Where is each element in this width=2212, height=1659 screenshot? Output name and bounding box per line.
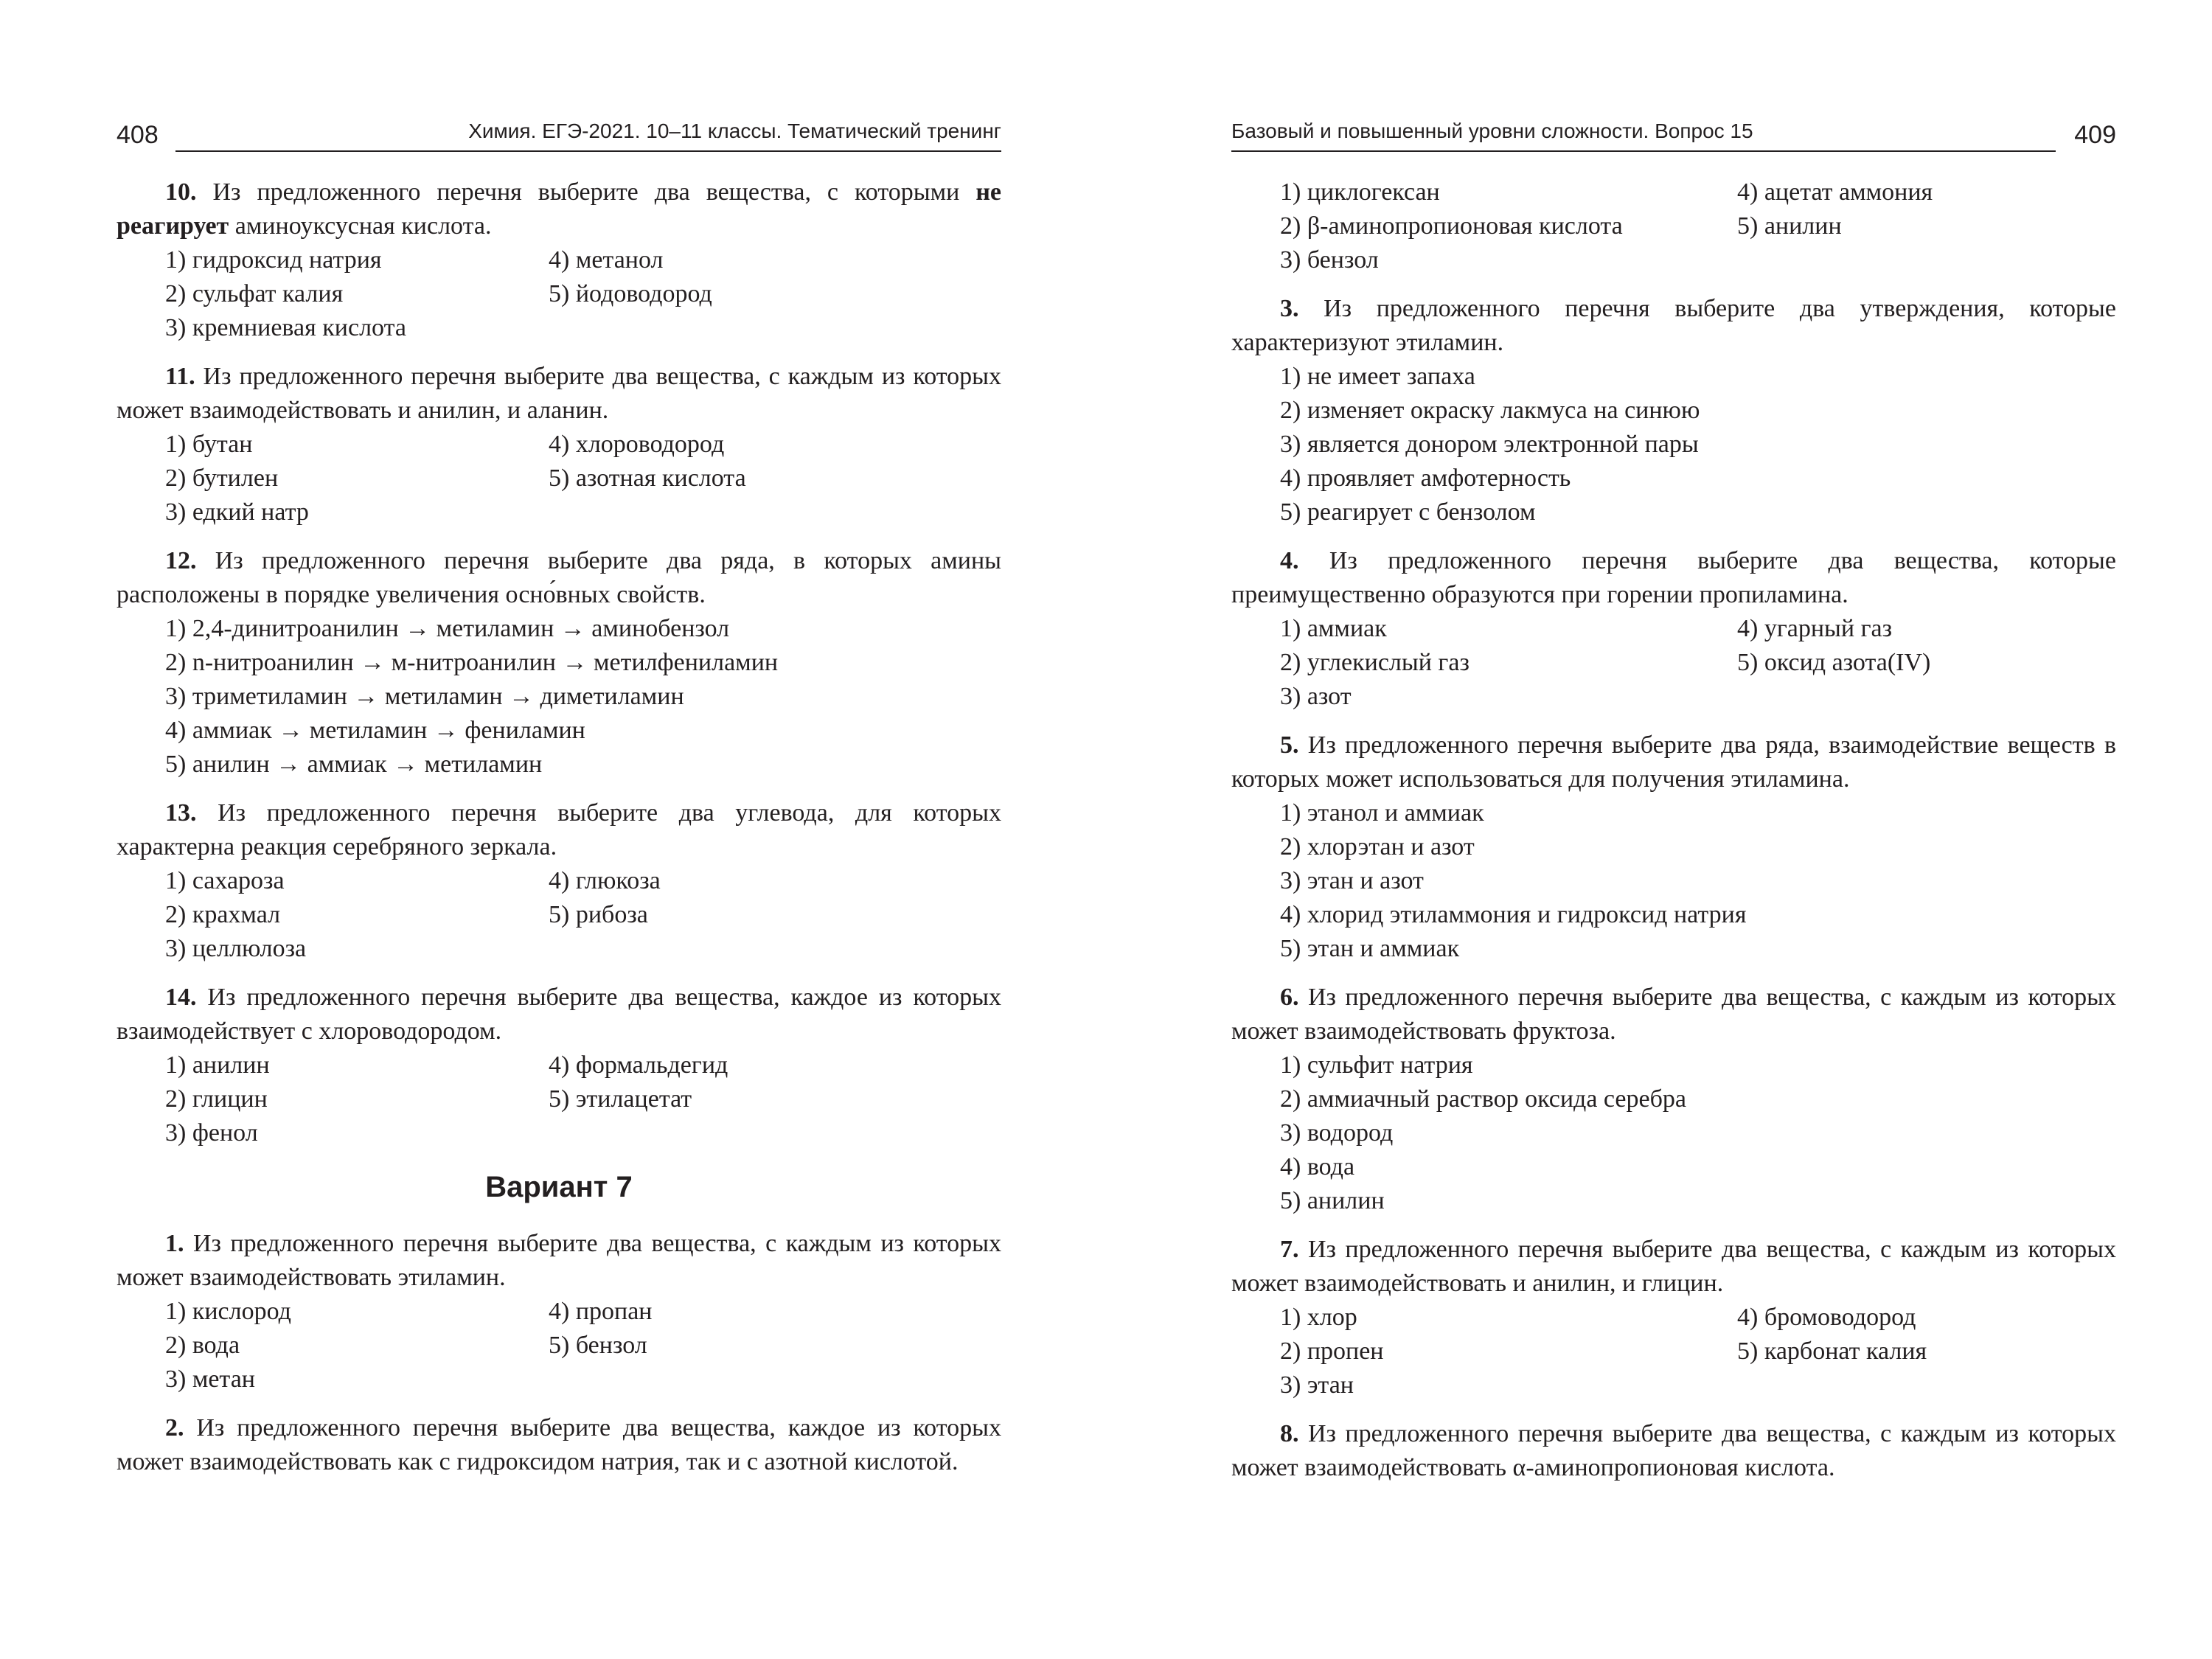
question-text: Из предложенного перечня выберите два вещества, с каждым из которых может взаимодействовать и анилин, и аланин.	[116, 363, 1001, 424]
question-12	[116, 544, 1001, 782]
answer-option: 2) β-аминопропионовая кислота	[1280, 212, 1623, 240]
answer-option: 3) кремниевая кислота	[165, 314, 406, 341]
answer-options	[116, 864, 1001, 966]
answer-option: 5) оксид азота(IV)	[1737, 649, 1931, 676]
answer-option: 2) сульфат калия	[165, 280, 344, 307]
answer-option: 2) глицин	[165, 1085, 268, 1113]
question-text: Из предложенного перечня выберите два вещества, которые преимущественно образуются при горении пропиламина.	[1231, 547, 2116, 608]
answer-option: 5) азотная кислота	[549, 465, 746, 492]
answer-options	[116, 243, 1001, 345]
question-14	[116, 981, 1001, 1150]
answer-option: 2) углекислый газ	[1280, 649, 1470, 676]
answer-option: 5) анилин → аммиак → метиламин	[165, 751, 543, 778]
answer-option: 5) бензол	[549, 1332, 647, 1359]
answer-options	[116, 612, 1001, 782]
variant-question-2	[116, 1411, 1001, 1479]
question-4	[1231, 544, 2116, 714]
answer-option: 3) едкий натр	[165, 498, 309, 526]
answer-option: 3) бензол	[1280, 246, 1379, 274]
answer-option: 5) анилин	[1280, 1187, 1385, 1214]
answer-options	[116, 428, 1001, 529]
answer-option: 5) реагирует с бензолом	[1280, 498, 1536, 526]
question-number: 1.	[165, 1230, 184, 1257]
question-text: Из предложенного перечня выберите два утверждения, которые характеризуют этиламин.	[1231, 295, 2116, 356]
answer-options	[1231, 1048, 2116, 1218]
question-6	[1231, 981, 2116, 1218]
question-3	[1231, 292, 2116, 529]
variant-question-1	[116, 1227, 1001, 1397]
question-text: аминоуксусная кислота.	[229, 212, 492, 240]
question-text: Из предложенного перечня выберите два углевода, для которых характерна реакция серебряного зеркала.	[116, 799, 1001, 860]
answer-options	[1231, 1301, 2116, 1402]
running-title: Базовый и повышенный уровни сложности. Вопрос 15	[1231, 119, 1753, 142]
answer-option: 2) пропен	[1280, 1338, 1384, 1365]
answer-options	[1231, 612, 2116, 714]
answer-option: 5) карбонат калия	[1737, 1338, 1927, 1365]
question-text: Из предложенного перечня выберите два вещества, каждое из которых может взаимодействовать как с гидроксидом натрия, так и с азотной кислотой.	[116, 1414, 1001, 1475]
answer-option: 4) вода	[1280, 1153, 1355, 1180]
answer-option: 1) сахароза	[165, 867, 285, 894]
answer-option: 3) является донором электронной пары	[1280, 431, 1699, 458]
answer-option: 3) целлюлоза	[165, 935, 307, 962]
running-title: Химия. ЕГЭ-2021. 10–11 классы. Тематический тренинг	[468, 119, 1001, 142]
question-number: 2.	[165, 1414, 184, 1441]
answer-option: 4) хлороводород	[549, 431, 725, 458]
answer-option: 2) аммиачный раствор оксида серебра	[1280, 1085, 1686, 1113]
question-number: 8.	[1280, 1420, 1299, 1447]
question-number: 13.	[165, 799, 197, 827]
answer-option: 1) циклогексан	[1280, 178, 1440, 206]
answer-option: 4) угарный газ	[1737, 615, 1893, 642]
question-number: 11.	[165, 363, 195, 390]
answer-options	[1231, 360, 2116, 529]
question-number: 10.	[165, 178, 197, 206]
header-rule	[175, 150, 1001, 152]
question-8	[1231, 1417, 2116, 1485]
page-number: 409	[2074, 121, 2116, 149]
question-7	[1231, 1233, 2116, 1402]
answer-option: 4) хлорид этиламмония и гидроксид натрия	[1280, 901, 1747, 928]
answer-option: 4) ацетат аммония	[1737, 178, 1933, 206]
answer-options	[1231, 175, 2116, 277]
answer-option: 5) этилацетат	[549, 1085, 692, 1113]
answer-option: 5) йодоводород	[549, 280, 712, 307]
question-text: Из предложенного перечня выберите два вещества, с каждым из которых может взаимодействовать α-аминопропионовая кислота.	[1231, 1420, 2116, 1481]
question-number: 6.	[1280, 984, 1299, 1011]
question-text: Из предложенного перечня выберите два ряда, взаимодействие веществ в которых может использоваться для получения этиламина.	[1231, 731, 2116, 793]
answer-option: 3) этан	[1280, 1371, 1354, 1399]
answer-option: 2) хлорэтан и азот	[1280, 833, 1475, 860]
question-number: 4.	[1280, 547, 1299, 574]
answer-option: 4) глюкоза	[549, 867, 661, 894]
answer-option: 3) метан	[165, 1366, 255, 1393]
answer-option: 2) бутилен	[165, 465, 279, 492]
answer-option: 4) аммиак → метиламин → фениламин	[165, 717, 585, 744]
answer-option: 5) этан и аммиак	[1280, 935, 1460, 962]
answer-option: 3) фенол	[165, 1119, 258, 1147]
answer-options	[116, 1295, 1001, 1397]
answer-option: 3) триметиламин → метиламин → диметиламин	[165, 683, 684, 710]
question-text: Из предложенного перечня выберите два вещества, с которыми	[196, 178, 976, 206]
right-page	[1231, 0, 2116, 1659]
answer-option: 4) бромоводород	[1737, 1304, 1916, 1331]
answer-option: 1) анилин	[165, 1051, 270, 1079]
answer-option: 1) аммиак	[1280, 615, 1387, 642]
variant-title: Вариант 7	[485, 1171, 633, 1203]
question-number: 7.	[1280, 1236, 1299, 1263]
left-page	[116, 0, 1001, 1659]
answer-options	[116, 1048, 1001, 1150]
question-number: 14.	[165, 984, 197, 1011]
answer-option: 4) проявляет амфотерность	[1280, 465, 1571, 492]
answer-option: 3) водород	[1280, 1119, 1394, 1147]
answer-option: 2) изменяет окраску лакмуса на синюю	[1280, 397, 1700, 424]
question-13	[116, 796, 1001, 966]
answer-option: 2) вода	[165, 1332, 240, 1359]
answer-option: 1) хлор	[1280, 1304, 1357, 1331]
answer-option: 1) 2,4-динитроанилин → метиламин → аминобензол	[165, 615, 730, 642]
question-11	[116, 360, 1001, 529]
answer-option: 1) бутан	[165, 431, 253, 458]
answer-option: 2) n-нитроанилин → м-нитроанилин → метилфениламин	[165, 649, 779, 676]
answer-option: 4) пропан	[549, 1298, 653, 1325]
question-text: Из предложенного перечня выберите два вещества, каждое из которых взаимодействует с хлороводородом.	[116, 984, 1001, 1045]
answer-option: 1) не имеет запаха	[1280, 363, 1475, 390]
question-number: 3.	[1280, 295, 1299, 322]
answer-option: 3) этан и азот	[1280, 867, 1424, 894]
question-10	[116, 175, 1001, 345]
answer-option: 4) формальдегид	[549, 1051, 728, 1079]
left-page-body	[116, 175, 1001, 1494]
answer-option: 2) крахмал	[165, 901, 281, 928]
answer-option: 5) рибоза	[549, 901, 648, 928]
question-text: Из предложенного перечня выберите два вещества, с каждым из которых может взаимодействовать фруктоза.	[1231, 984, 2116, 1045]
question-text: Из предложенного перечня выберите два вещества, с каждым из которых может взаимодействовать и анилин, и глицин.	[1231, 1236, 2116, 1297]
answer-option: 1) гидроксид натрия	[165, 246, 382, 274]
answer-option: 1) кислород	[165, 1298, 291, 1325]
page-number: 408	[116, 121, 159, 149]
header-rule	[1231, 150, 2056, 152]
answer-option: 1) сульфит натрия	[1280, 1051, 1473, 1079]
answer-option: 3) азот	[1280, 683, 1352, 710]
question-text: Из предложенного перечня выберите два вещества, с каждым из которых может взаимодействовать этиламин.	[116, 1230, 1001, 1291]
running-head	[1231, 118, 2116, 156]
question-2-continuation	[1231, 175, 2116, 277]
question-text: Из предложенного перечня выберите два ряда, в которых амины расположены в порядке увеличения осно́вных свойств.	[116, 547, 1001, 608]
question-5	[1231, 728, 2116, 966]
answer-option: 1) этанол и аммиак	[1280, 799, 1484, 827]
question-number: 12.	[165, 547, 197, 574]
question-number: 5.	[1280, 731, 1299, 759]
answer-option: 4) метанол	[549, 246, 664, 274]
question-emphasis: не реагирует	[116, 178, 1001, 240]
answer-options	[1231, 796, 2116, 966]
running-head	[116, 118, 1001, 156]
answer-option: 5) анилин	[1737, 212, 1842, 240]
right-page-body	[1231, 175, 2116, 1500]
